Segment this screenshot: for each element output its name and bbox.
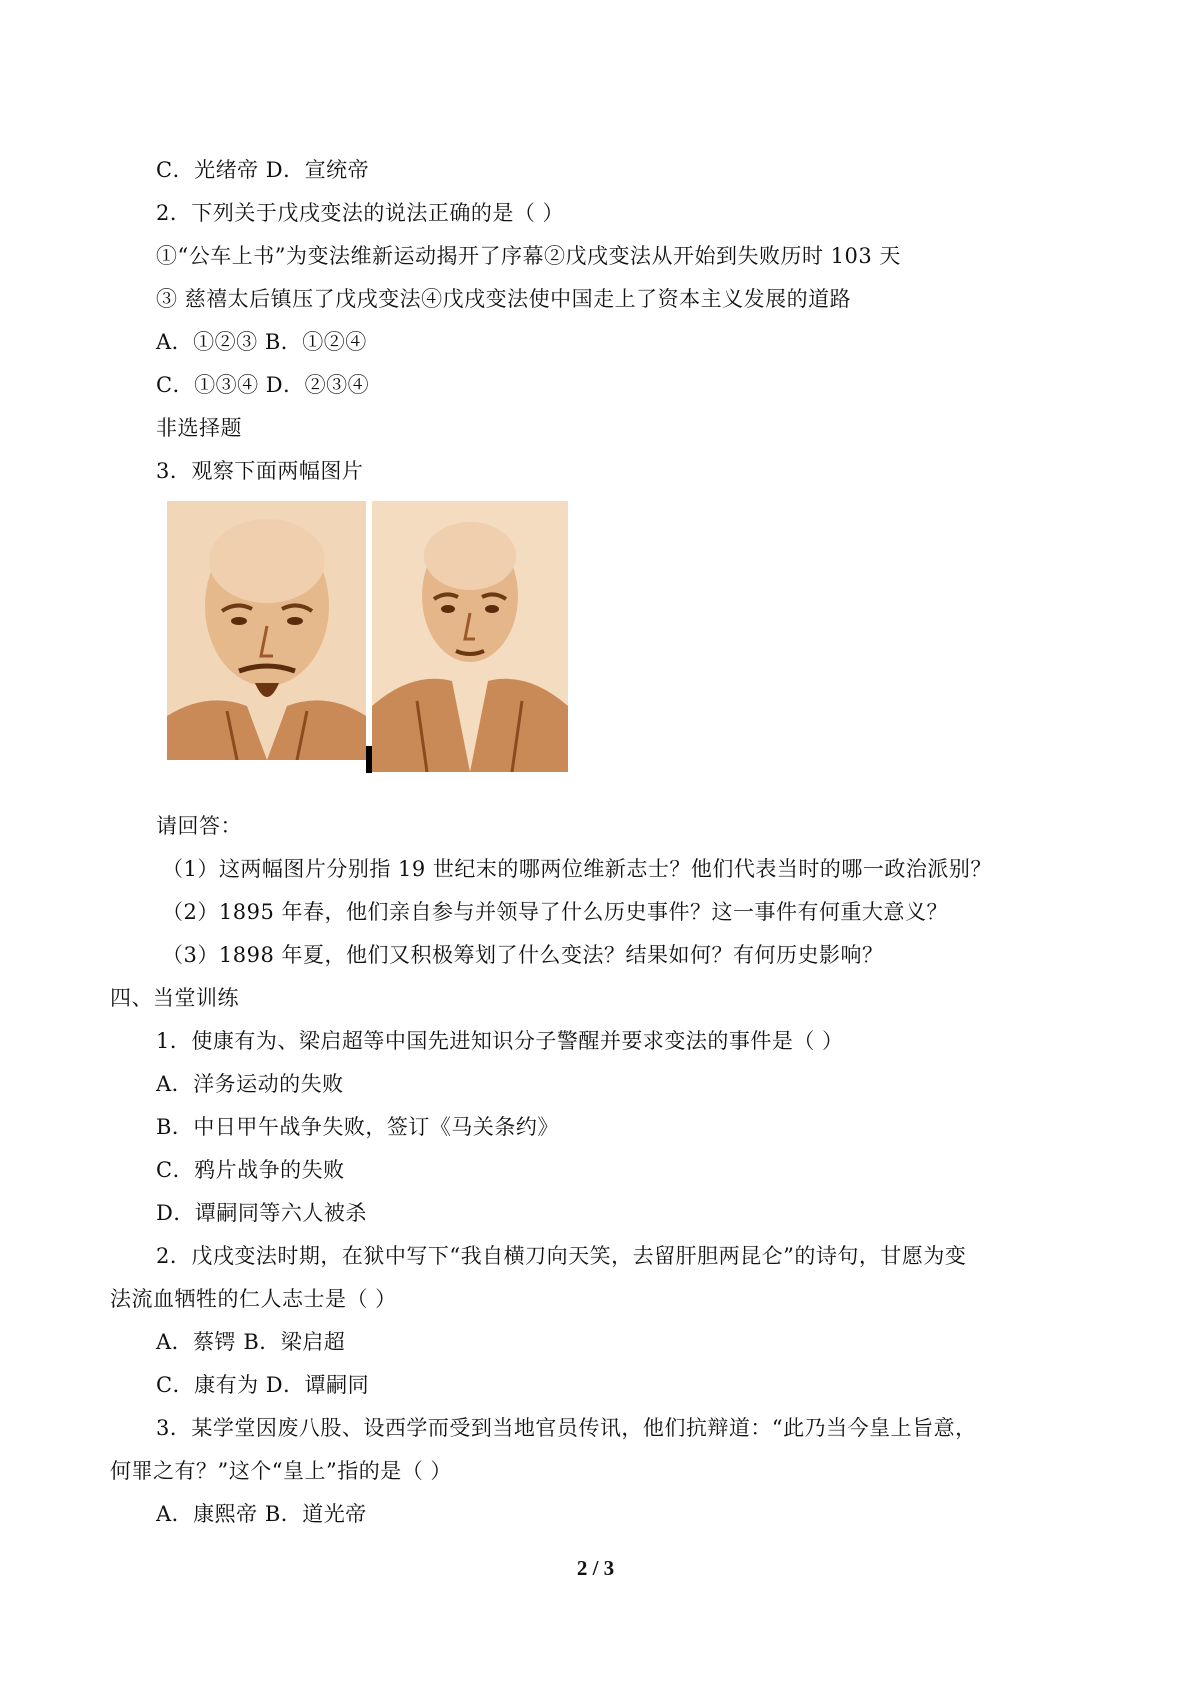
- option-c-d-q1: C．光绪帝 D．宣统帝: [156, 158, 370, 182]
- statement-3-4: ③ 慈禧太后镇压了戊戌变法④戊戌变法使中国走上了资本主义发展的道路: [156, 287, 852, 311]
- sub-question-1: （1）这两幅图片分别指 19 世纪末的哪两位维新志士？他们代表当时的哪一政治派别？: [162, 857, 992, 881]
- please-answer: 请回答：: [156, 814, 242, 838]
- page-number: 2 / 3: [576, 1556, 615, 1580]
- option-d: D．谭嗣同等六人被杀: [156, 1201, 367, 1225]
- option-a-b-q2: A．①②③ B．①②④: [156, 330, 367, 354]
- practice-question-1: 1．使康有为、梁启超等中国先进知识分子警醒并要求变法的事件是（ ）: [156, 1029, 844, 1053]
- practice-question-3-line-1: 3．某学堂因废八股、设西学而受到当地官员传讯，他们抗辩道：“此乃当今皇上旨意，: [156, 1416, 977, 1440]
- statement-1-2: ①“公车上书”为变法维新运动揭开了序幕②戊戌变法从开始到失败历时 103 天: [156, 244, 901, 268]
- practice-question-3-line-2: 何罪之有？”这个“皇上”指的是（ ）: [110, 1459, 452, 1483]
- section-non-choice: 非选择题: [156, 416, 242, 440]
- portrait-right-image: [372, 501, 568, 772]
- option-c-d-q2: C．①③④ D．②③④: [156, 373, 370, 397]
- sub-question-3: （3）1898 年夏，他们又积极筹划了什么变法？结果如何？有何历史影响？: [162, 943, 884, 967]
- section-4-heading: 四、当堂训练: [110, 986, 239, 1010]
- portrait-left-image: [167, 501, 366, 760]
- option-c: C．鸦片战争的失败: [156, 1158, 345, 1182]
- option-a: A．洋务运动的失败: [156, 1072, 344, 1096]
- practice-q3-options-ab: A．康熙帝 B．道光帝: [156, 1502, 367, 1526]
- portrait-right: [372, 501, 568, 772]
- question-3: 3．观察下面两幅图片: [156, 459, 364, 483]
- sub-question-2: （2）1895 年春，他们亲自参与并领导了什么历史事件？这一事件有何重大意义？: [162, 900, 948, 924]
- practice-q2-options-cd: C．康有为 D．谭嗣同: [156, 1373, 370, 1397]
- option-b: B．中日甲午战争失败，签订《马关条约》: [156, 1115, 559, 1139]
- question-2: 2．下列关于戊戌变法的说法正确的是（ ）: [156, 201, 565, 225]
- practice-question-2-line-2: 法流血牺牲的仁人志士是（ ）: [110, 1287, 397, 1311]
- practice-question-2-line-1: 2．戊戌变法时期，在狱中写下“我自横刀向天笑，去留肝胆两昆仑”的诗句，甘愿为变: [156, 1244, 967, 1268]
- practice-q2-options-ab: A．蔡锷 B．梁启超: [156, 1330, 346, 1354]
- portrait-left: [167, 501, 366, 760]
